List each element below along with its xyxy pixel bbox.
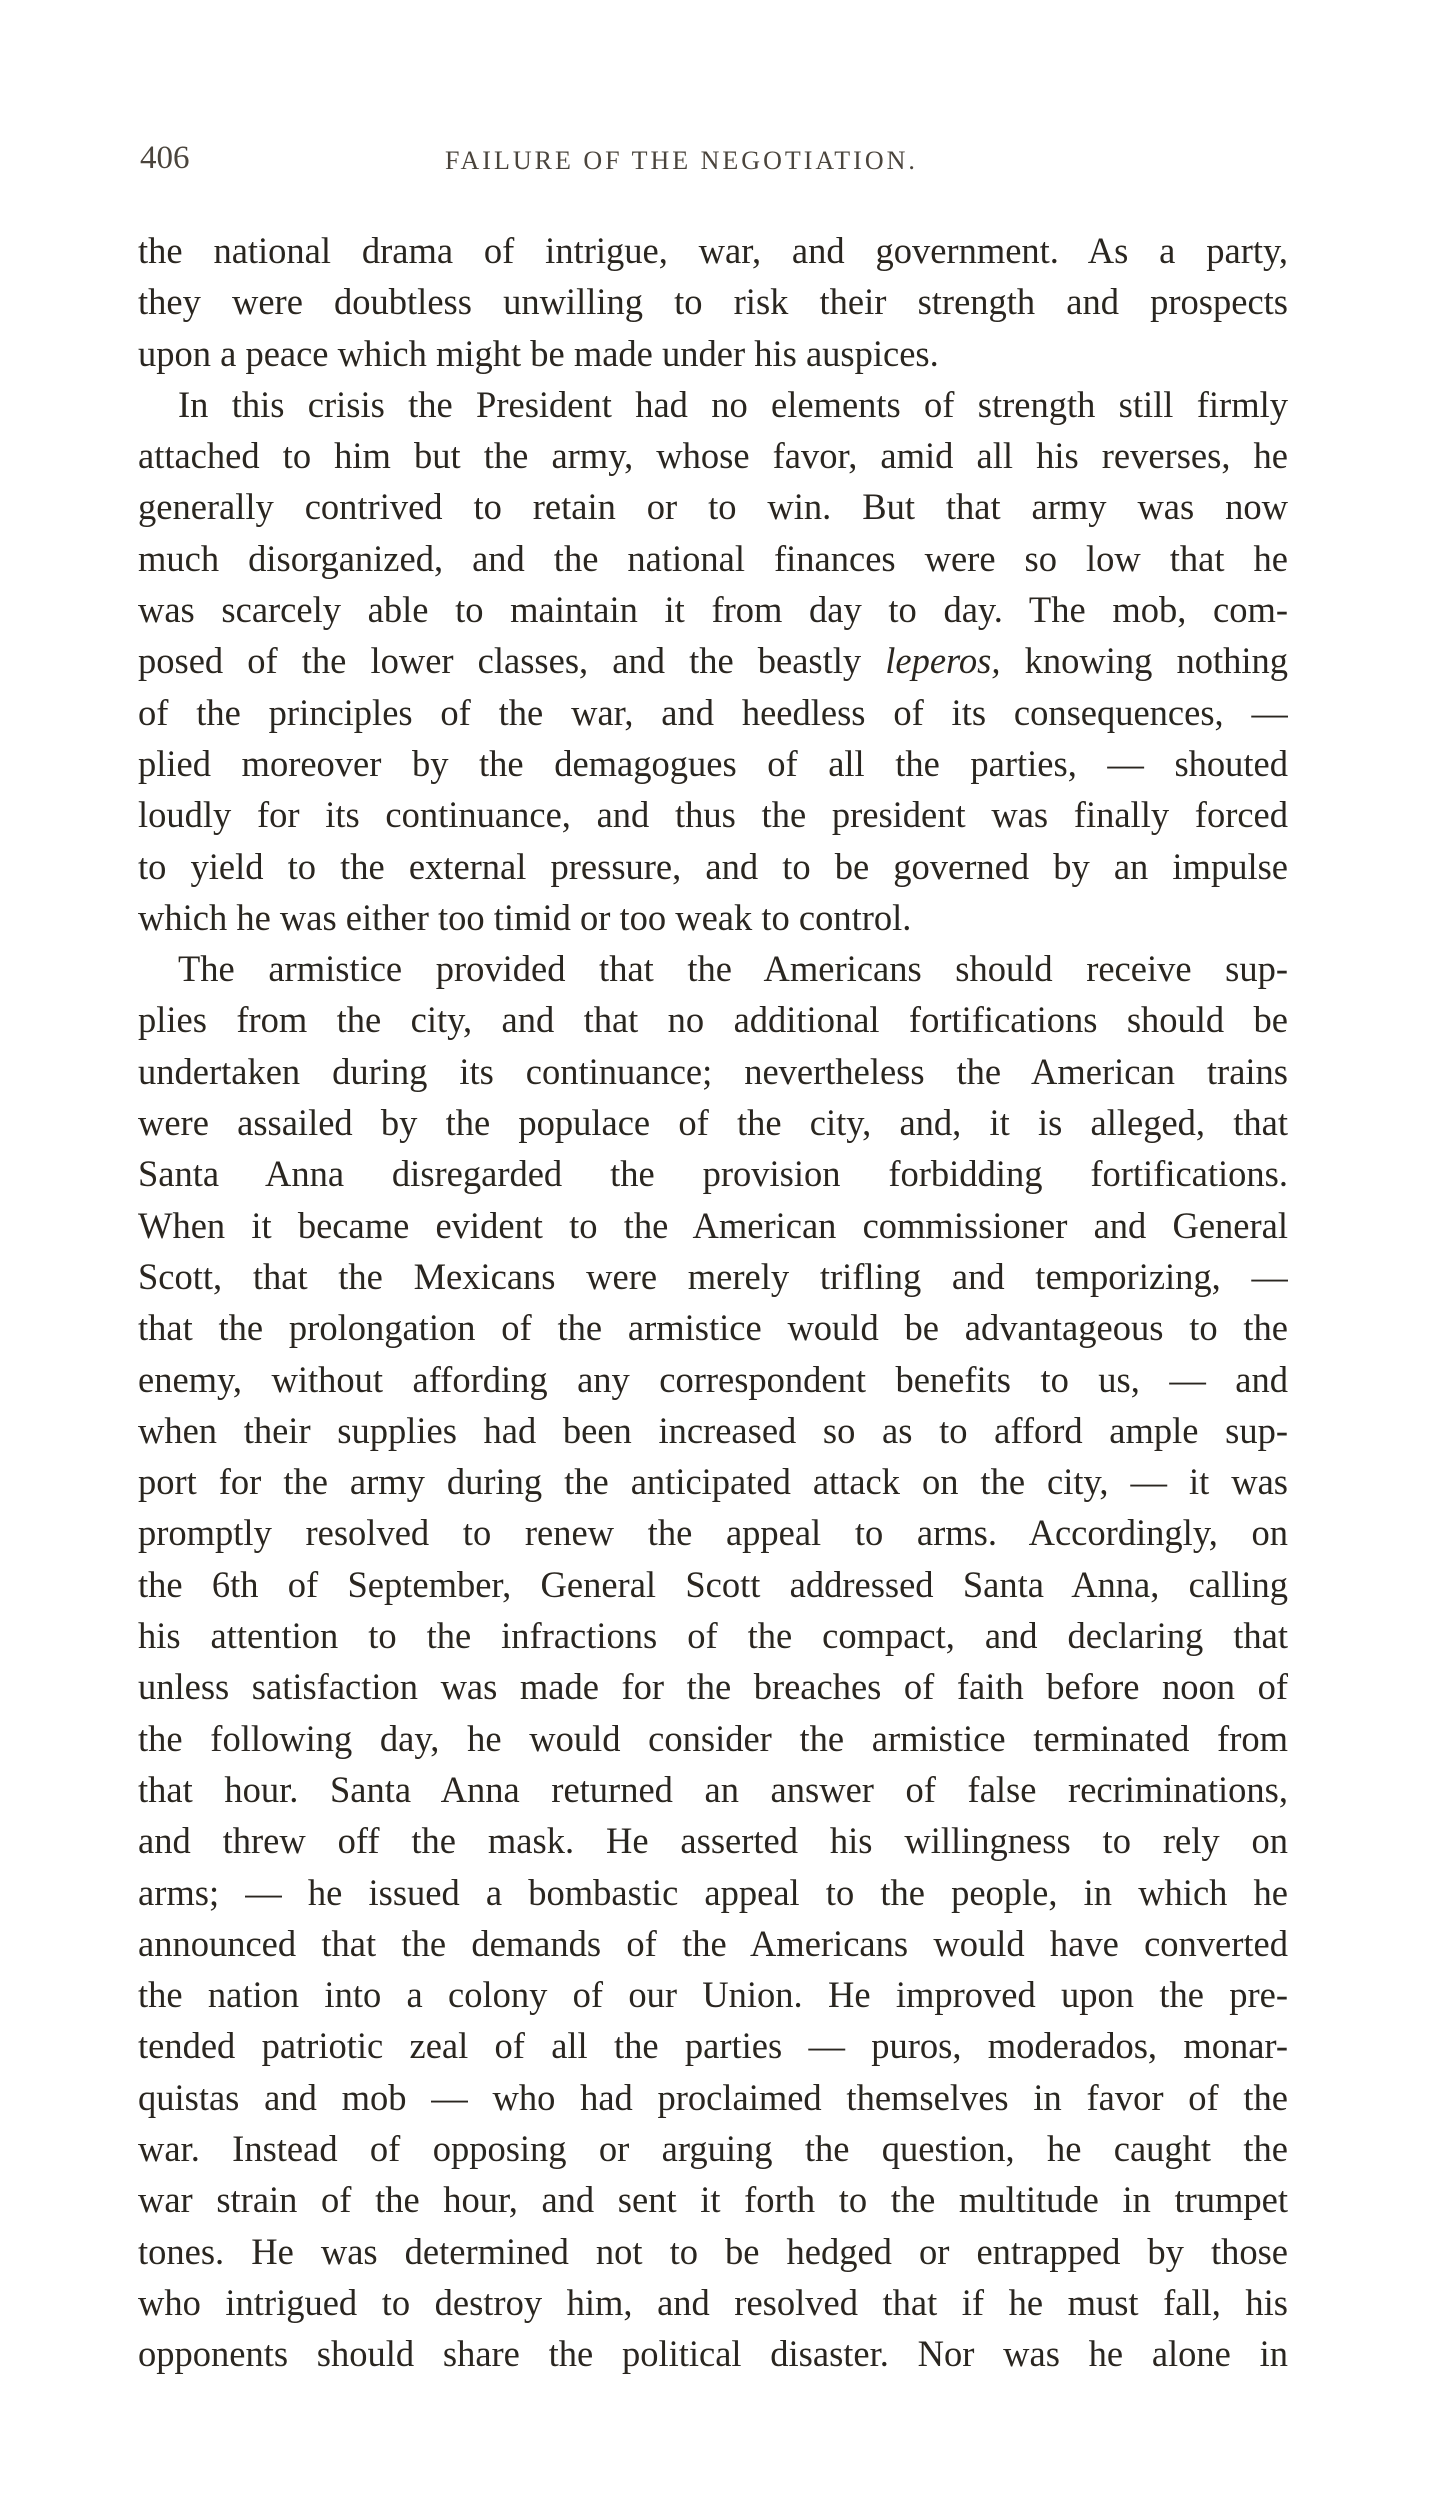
text-line: the following day, he would consider the armistice terminated from — [138, 1717, 1288, 1759]
text-line: war strain of the hour, and sent it forth to the multitude in trumpet — [138, 2179, 1288, 2221]
text-line: In this crisis the President had no elements of strength still firmly — [178, 383, 1288, 425]
text-line: which he was either too timid or too weak to control. — [138, 896, 912, 938]
text-line: undertaken during its continuance; nevertheless the American trains — [138, 1050, 1288, 1092]
text-line: war. Instead of opposing or arguing the question, he caught the — [138, 2127, 1288, 2169]
text-line: generally contrived to retain or to win. But that army was now — [138, 486, 1288, 528]
italic-word: leperos, — [885, 640, 1001, 682]
text-line: opponents should share the political disaster. Nor was he alone in — [138, 2333, 1288, 2375]
text-line: that hour. Santa Anna returned an answer of false recriminations, — [138, 1768, 1288, 1810]
text-line: arms; — he issued a bombastic appeal to the people, in which he — [138, 1871, 1288, 1913]
text-line: were assailed by the populace of the city, and, it is alleged, that — [138, 1102, 1288, 1144]
text-line-mixed — [138, 635, 1288, 686]
text-line: port for the army during the anticipated attack on the city, — it was — [138, 1461, 1288, 1503]
body-text — [138, 225, 1288, 2379]
text-line: much disorganized, and the national finances were so low that he — [138, 537, 1288, 579]
page-header — [140, 140, 1300, 190]
text-line: and threw off the mask. He asserted his willingness to rely on — [138, 1820, 1288, 1862]
text-line: enemy, without affording any correspondent benefits to us, — and — [138, 1358, 1288, 1400]
text-line: who intrigued to destroy him, and resolved that if he must fall, his — [138, 2281, 1288, 2323]
text-line: they were doubtless unwilling to risk their strength and prospects — [138, 281, 1288, 323]
text-line: upon a peace which might be made under his auspices. — [138, 332, 939, 374]
text-line: tones. He was determined not to be hedged or entrapped by those — [138, 2230, 1288, 2272]
text-line: that the prolongation of the armistice would be advantageous to the — [138, 1307, 1288, 1349]
running-title: FAILURE OF THE NEGOTIATION. — [445, 146, 918, 175]
text-line: the 6th of September, General Scott addressed Santa Anna, calling — [138, 1563, 1288, 1605]
text-line: of the principles of the war, and heedless of its consequences, — — [138, 691, 1288, 733]
text-line: loudly for its continuance, and thus the president was finally forced — [138, 794, 1288, 836]
text-line: tended patriotic zeal of all the parties — puros, moderados, monar- — [138, 2025, 1288, 2067]
text-line: unless satisfaction was made for the breaches of faith before noon of — [138, 1666, 1288, 1708]
text-line: quistas and mob — who had proclaimed themselves in favor of the — [138, 2076, 1288, 2118]
text-line: to yield to the external pressure, and to be governed by an impulse — [138, 845, 1288, 887]
text-line: plies from the city, and that no additional fortifications should be — [138, 999, 1288, 1041]
text-line: was scarcely able to maintain it from day to day. The mob, com- — [138, 589, 1288, 631]
text-line: When it became evident to the American commissioner and General — [138, 1204, 1288, 1246]
text-line: announced that the demands of the Americans would have converted — [138, 1922, 1288, 1964]
text-line: attached to him but the army, whose favor, amid all his reverses, he — [138, 435, 1288, 477]
page-number: 406 — [140, 140, 190, 176]
text-line: Santa Anna disregarded the provision forbidding fortifications. — [138, 1153, 1288, 1195]
text-line: when their supplies had been increased so as to afford ample sup- — [138, 1409, 1288, 1451]
text-segment: posed of the lower classes, and the beastly — [138, 640, 862, 682]
text-line: his attention to the infractions of the compact, and declaring that — [138, 1615, 1288, 1657]
text-line: promptly resolved to renew the appeal to arms. Accordingly, on — [138, 1512, 1288, 1554]
text-line: the nation into a colony of our Union. He improved upon the pre- — [138, 1974, 1288, 2016]
text-line: plied moreover by the demagogues of all the parties, — shouted — [138, 742, 1288, 784]
text-segment: knowing nothing — [1024, 640, 1288, 682]
text-line: Scott, that the Mexicans were merely trifling and temporizing, — — [138, 1255, 1288, 1297]
text-line: the national drama of intrigue, war, and government. As a party, — [138, 230, 1288, 271]
text-line: The armistice provided that the Americans should receive sup- — [178, 948, 1288, 990]
